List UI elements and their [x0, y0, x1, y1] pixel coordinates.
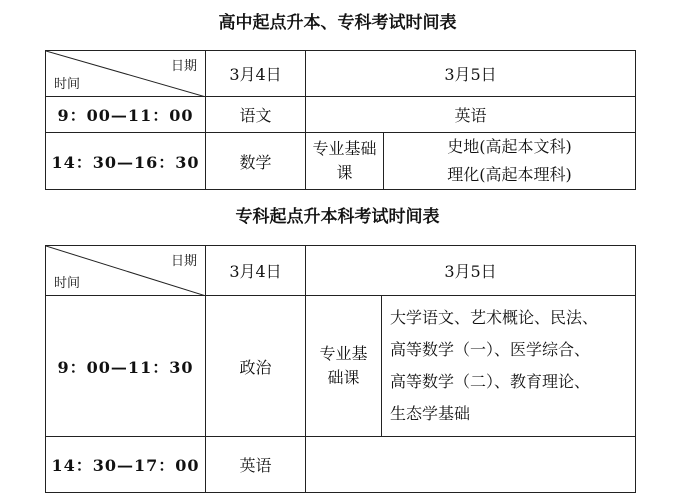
date-label: 日期: [170, 254, 197, 269]
time-slot: 9：00—11：00: [46, 97, 206, 133]
day2-header: 3月5日: [306, 246, 636, 296]
schedule-table-2: [45, 245, 636, 493]
exam-subject-list: [382, 296, 636, 437]
schedule-table-1: [45, 50, 636, 190]
exam-subject: 英语: [206, 437, 306, 493]
empty-cell: [306, 437, 636, 493]
specialty-course-label: 专业基础课: [306, 133, 384, 190]
table2-title: 专科起点升本科考试时间表: [235, 207, 440, 227]
exam-subject-line: 生态学基础: [390, 404, 471, 423]
diagonal-header-cell: [46, 246, 206, 296]
exam-subject-list: [384, 133, 636, 190]
date-label: 日期: [170, 59, 197, 74]
exam-subject-line: 大学语文、艺术概论、民法、: [390, 308, 599, 327]
specialty-course-label: 专业基础课: [306, 296, 382, 437]
day1-header: 3月4日: [206, 51, 306, 97]
exam-subject: 数学: [206, 133, 306, 190]
time-label: 时间: [54, 77, 81, 92]
diagonal-header-cell: [46, 51, 206, 97]
time-slot: 14：30—16：30: [46, 133, 206, 190]
exam-subject: 理化(高起本理科): [447, 165, 572, 184]
day2-header: 3月5日: [306, 51, 636, 97]
exam-subject: 史地(高起本文科): [447, 137, 572, 156]
time-label: 时间: [54, 276, 81, 291]
exam-subject-line: 高等数学（一）、医学综合、: [390, 340, 591, 359]
time-slot: 14：30—17：00: [46, 437, 206, 493]
time-slot: 9：00—11：30: [46, 296, 206, 437]
exam-subject-line: 高等数学（二）、教育理论、: [390, 372, 591, 391]
table1-title: 高中起点升本、专科考试时间表: [218, 13, 457, 33]
day1-header: 3月4日: [206, 246, 306, 296]
exam-subject: 语文: [206, 97, 306, 133]
exam-subject: 英语: [306, 97, 636, 133]
exam-subject: 政治: [206, 296, 306, 437]
